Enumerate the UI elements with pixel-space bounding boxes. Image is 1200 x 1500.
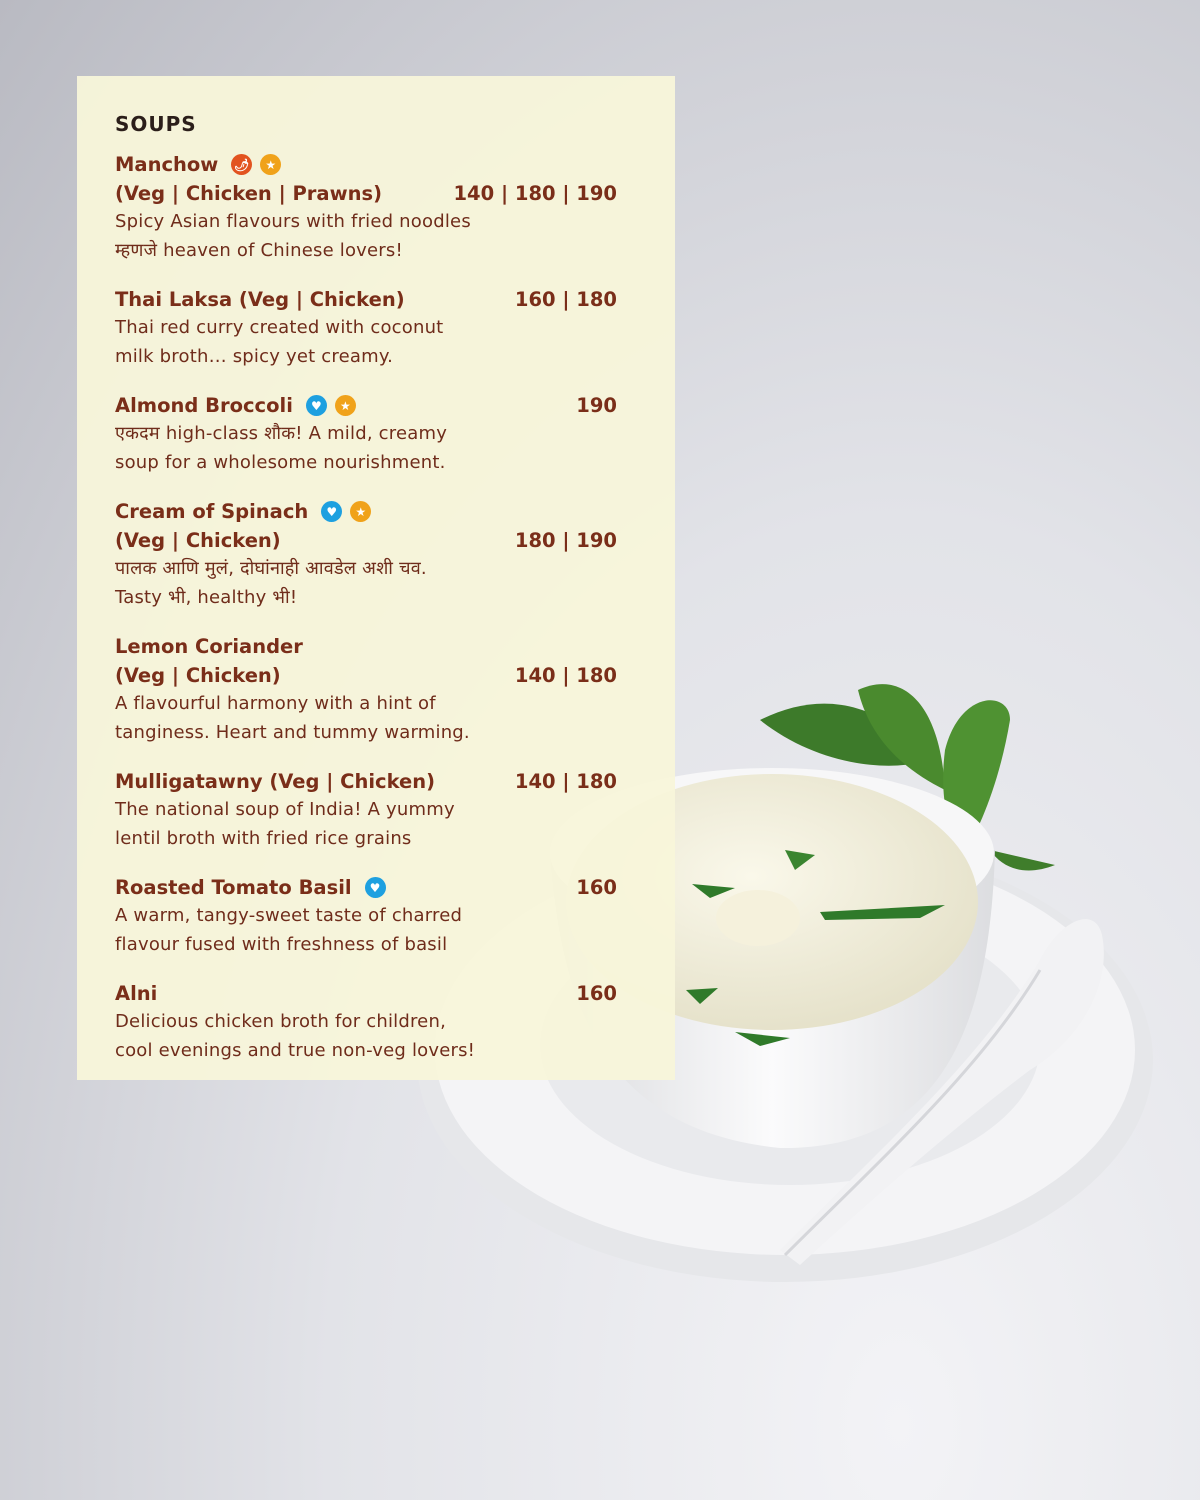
star-icon: ★	[350, 501, 371, 522]
item-price: 190	[576, 394, 617, 417]
item-variants: (Veg | Chicken | Prawns)	[115, 182, 382, 205]
item-description-line: Delicious chicken broth for children,	[115, 1011, 446, 1032]
heart-icon: ♥	[306, 395, 327, 416]
menu-item-mulligatawny	[115, 767, 617, 853]
menu-item-roasted-tomato-basil	[115, 873, 617, 959]
item-description-line: tanginess. Heart and tummy warming.	[115, 721, 470, 743]
item-variants: (Veg | Chicken)	[115, 664, 281, 687]
item-price: 140 | 180	[514, 770, 617, 793]
item-name: Cream of Spinach ♥ ★	[115, 497, 371, 526]
menu-item-almond-broccoli	[115, 391, 617, 477]
item-description-line: पालक आणि मुलं, दोघांनाही आवडेल अशी चव.	[115, 558, 427, 579]
item-description-line: Tasty भी, healthy भी!	[115, 586, 298, 608]
menu-item-manchow	[115, 150, 617, 265]
item-variants: (Veg | Chicken)	[115, 529, 281, 552]
section-title: SOUPS	[115, 112, 197, 136]
item-price: 160	[576, 876, 617, 899]
item-price: 140 | 180 | 190	[453, 182, 617, 205]
item-description-line: milk broth… spicy yet creamy.	[115, 345, 394, 367]
item-name: Alni	[115, 982, 158, 1005]
menu-item-lemon-coriander	[115, 632, 617, 747]
item-name: Manchow 🌶︎ ★	[115, 150, 281, 179]
item-price: 140 | 180	[514, 664, 617, 687]
item-description-line: A flavourful harmony with a hint of	[115, 693, 436, 714]
menu-item-alni	[115, 979, 617, 1065]
item-description-line: एकदम high-class शौक! A mild, creamy	[115, 423, 448, 444]
item-price: 160	[576, 982, 617, 1005]
item-price: 180 | 190	[514, 529, 617, 552]
menu-item-thai-laksa	[115, 285, 617, 371]
item-description-line: A warm, tangy-sweet taste of charred	[115, 905, 463, 926]
heart-icon: ♥	[321, 501, 342, 522]
item-name: Lemon Coriander	[115, 635, 303, 658]
item-price: 160 | 180	[514, 288, 617, 311]
star-icon: ★	[335, 395, 356, 416]
item-description-line: lentil broth with fried rice grains	[115, 827, 412, 849]
item-name: Roasted Tomato Basil ♥	[115, 873, 386, 902]
item-description-line: Spicy Asian flavours with fried noodles	[115, 211, 471, 232]
item-description-line: soup for a wholesome nourishment.	[115, 451, 446, 473]
item-description-line: flavour fused with freshness of basil	[115, 933, 448, 955]
chili-icon: 🌶︎	[231, 154, 252, 175]
item-description-line: म्हणजे heaven of Chinese lovers!	[115, 239, 403, 261]
item-name: Thai Laksa (Veg | Chicken)	[115, 288, 405, 311]
star-icon: ★	[260, 154, 281, 175]
item-name: Mulligatawny (Veg | Chicken)	[115, 770, 436, 793]
item-description-line: Thai red curry created with coconut	[115, 317, 444, 338]
item-description-line: The national soup of India! A yummy	[115, 799, 455, 820]
menu-item-cream-of-spinach	[115, 497, 617, 612]
heart-icon: ♥	[365, 877, 386, 898]
item-name: Almond Broccoli ♥ ★	[115, 391, 356, 420]
item-description-line: cool evenings and true non-veg lovers!	[115, 1039, 476, 1061]
soups-menu-card	[77, 76, 675, 1080]
